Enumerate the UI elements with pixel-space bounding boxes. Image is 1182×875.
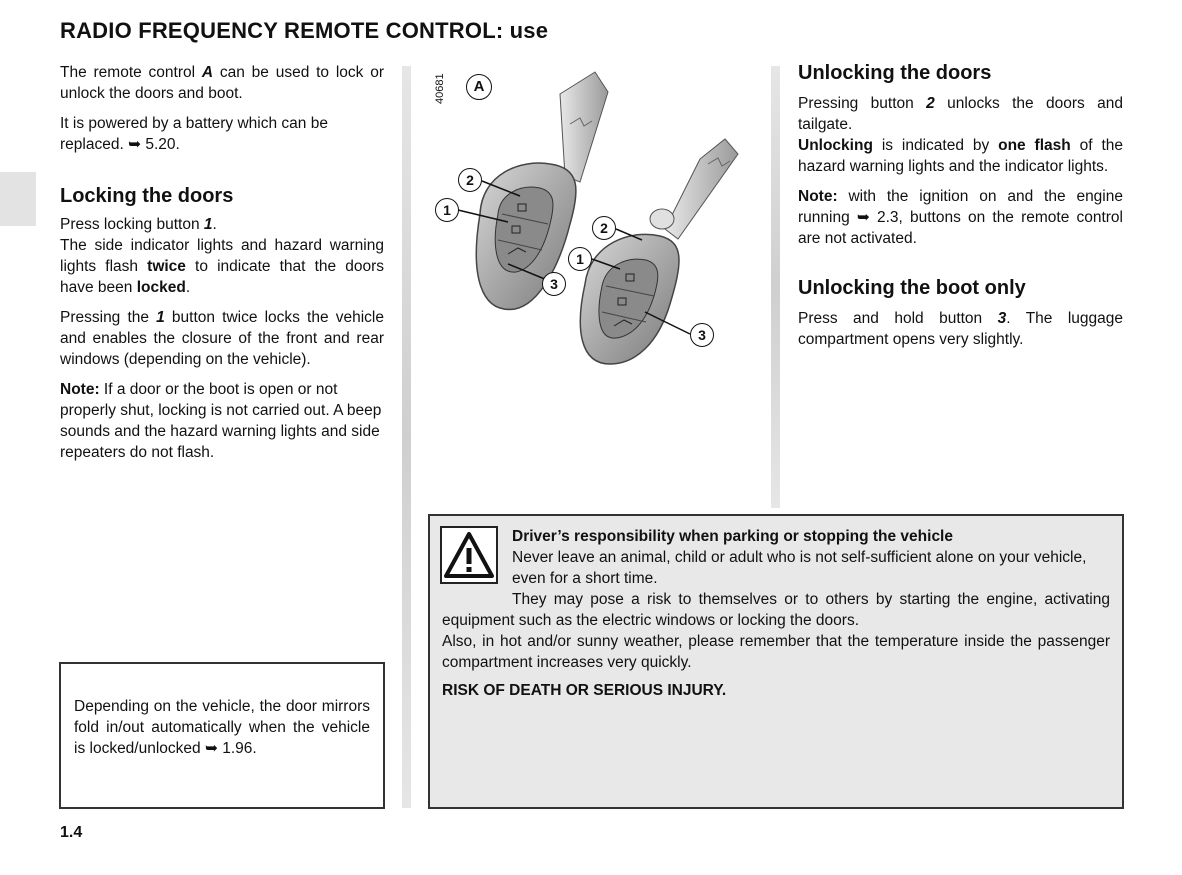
warning-heading: Driver’s responsibility when parking or stopping the vehicle bbox=[512, 528, 953, 545]
intro-paragraph: The remote control A can be used to lock or unlock the doors and boot. bbox=[60, 64, 384, 102]
warning-risk: RISK OF DEATH OR SERIOUS INJURY. bbox=[442, 682, 727, 699]
lock-step-1: Press locking button 1. bbox=[60, 216, 217, 233]
right-column bbox=[798, 62, 1123, 350]
remote-control-figure bbox=[420, 64, 760, 444]
boot-step: Press and hold button 3. The luggage compartment opens very slightly. bbox=[798, 310, 1123, 348]
locking-heading: Locking the doors bbox=[60, 185, 234, 207]
driver-responsibility-warning bbox=[428, 514, 1124, 809]
battery-paragraph: It is powered by a battery which can be replaced. ➥ 5.20. bbox=[60, 115, 328, 153]
callout-3-front: 3 bbox=[542, 272, 566, 296]
section-tab bbox=[0, 172, 36, 226]
unlocking-heading: Unlocking the doors bbox=[798, 62, 992, 84]
lock-note: Note: If a door or the boot is open or not properly shut, locking is not carried out. A beep sounds and the hazard warning lights and side repeaters do not flash. bbox=[60, 381, 382, 461]
figure-reference: 40681 bbox=[434, 73, 446, 104]
page-title: RADIO FREQUENCY REMOTE CONTROL: use bbox=[60, 18, 549, 43]
lock-step-3: Pressing the 1 button twice locks the vehicle and enables the closure of the front and rear windows (depending on the vehicle). bbox=[60, 309, 384, 368]
callout-1-front: 1 bbox=[435, 198, 459, 222]
callout-2-back: 2 bbox=[592, 216, 616, 240]
column-divider-left bbox=[402, 66, 411, 808]
unlock-step-1: Pressing button 2 unlocks the doors and tailgate. bbox=[798, 95, 1124, 133]
column-divider-right bbox=[771, 66, 780, 508]
lock-step-2: The side indicator lights and hazard warning lights flash twice to indicate that the doors have been locked. bbox=[60, 237, 384, 296]
warning-line-3: Also, in hot and/or sunny weather, please remember that the temperature inside the passenger compartment increases very quickly. bbox=[442, 633, 1110, 671]
figure-label-a: A bbox=[466, 74, 492, 100]
callout-2-front: 2 bbox=[458, 168, 482, 192]
mirror-info-text: Depending on the vehicle, the door mirrors fold in/out automatically when the vehicle is locked/unlocked ➥ 1.96. bbox=[74, 698, 370, 757]
unlock-step-2: Unlocking is indicated by one flash of the hazard warning lights and the indicator lights. bbox=[798, 137, 1123, 175]
key-fob-back bbox=[580, 139, 738, 364]
left-column bbox=[60, 62, 384, 463]
mirror-info-box bbox=[59, 662, 385, 809]
boot-heading: Unlocking the boot only bbox=[798, 277, 1026, 299]
callout-1-back: 1 bbox=[568, 247, 592, 271]
warning-line-2: They may pose a risk to themselves or to others by starting the engine, activating equipment such as the electric windows or locking the doors. bbox=[442, 591, 1110, 629]
warning-line-1: Never leave an animal, child or adult who is not self-sufficient alone on your vehicle, even for a short time. bbox=[512, 549, 1087, 587]
page-number: 1.4 bbox=[60, 824, 83, 841]
callout-3-back: 3 bbox=[690, 323, 714, 347]
warning-icon bbox=[440, 526, 498, 584]
unlock-note: Note: with the ignition on and the engine running ➥ 2.3, buttons on the remote control are not activated. bbox=[798, 188, 1123, 247]
